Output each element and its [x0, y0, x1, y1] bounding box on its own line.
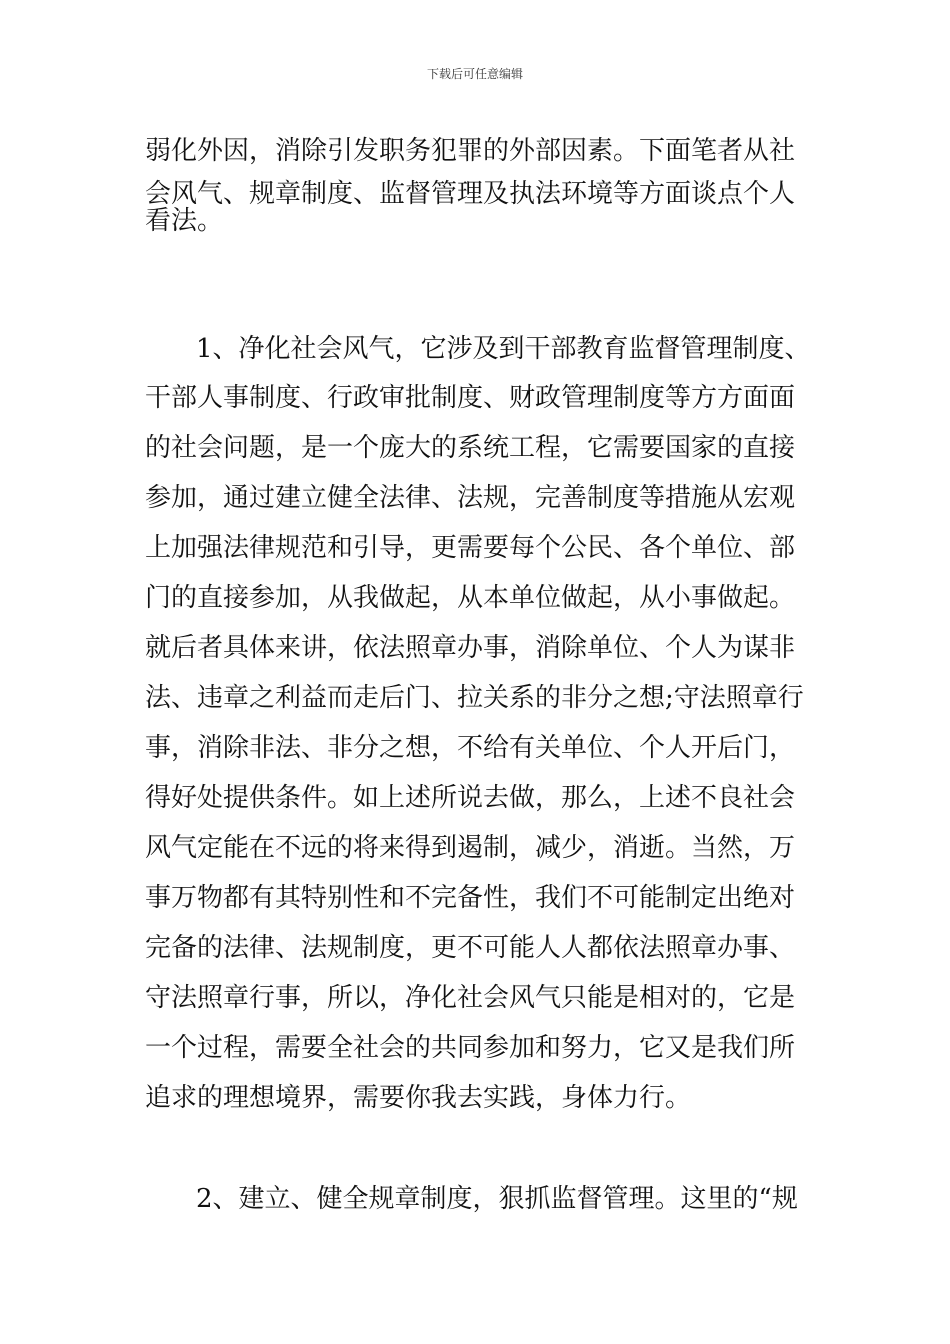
paragraph-2-line-12: 事万物都有其特别性和不完备性，我们不可能制定出绝对	[145, 883, 796, 913]
paragraph-2-line-4: 参加，通过建立健全法律、法规，完善制度等措施从宏观	[145, 483, 796, 513]
paragraph-2-line-8: 法、违章之利益而走后门、拉关系的非分之想;守法照章行	[145, 683, 804, 713]
paragraph-2-line-1: 1、净化社会风气，它涉及到干部教育监督管理制度、	[196, 334, 811, 364]
paragraph-2-line-13: 完备的法律、法规制度，更不可能人人都依法照章办事、	[145, 933, 796, 963]
paragraph-2-line-15: 一个过程，需要全社会的共同参加和努力，它又是我们所	[145, 1033, 796, 1063]
paragraph-2-line-11: 风气定能在不远的将来得到遏制，减少，消逝。当然，万	[145, 833, 796, 863]
paragraph-2-line-9: 事，消除非法、非分之想，不给有关单位、个人开后门，	[145, 733, 796, 763]
paragraph-2-line-6: 门的直接参加，从我做起，从本单位做起，从小事做起。	[145, 583, 796, 613]
paragraph-2-line-14: 守法照章行事，所以，净化社会风气只能是相对的，它是	[145, 983, 796, 1013]
paragraph-1-line-3: 看法。	[145, 206, 224, 236]
paragraph-2-line-10: 得好处提供条件。如上述所说去做，那么，上述不良社会	[145, 783, 796, 813]
paragraph-2-line-16: 追求的理想境界，需要你我去实践，身体力行。	[145, 1083, 692, 1113]
paragraph-3-line-1: 2、建立、健全规章制度，狠抓监督管理。这里的“规	[196, 1184, 798, 1214]
paragraph-1-line-1: 弱化外因，消除引发职务犯罪的外部因素。下面笔者从社	[145, 136, 796, 166]
paragraph-2-line-3: 的社会问题，是一个庞大的系统工程，它需要国家的直接	[145, 433, 796, 463]
page-header: 下载后可任意编辑	[426, 67, 523, 81]
paragraph-2-line-7: 就后者具体来讲，依法照章办事，消除单位、个人为谋非	[145, 633, 796, 663]
paragraph-1-line-2: 会风气、规章制度、监督管理及执法环境等方面谈点个人	[145, 179, 796, 209]
paragraph-2-line-5: 上加强法律规范和引导，更需要每个公民、各个单位、部	[145, 533, 796, 563]
paragraph-2-line-2: 干部人事制度、行政审批制度、财政管理制度等方方面面	[145, 383, 796, 413]
